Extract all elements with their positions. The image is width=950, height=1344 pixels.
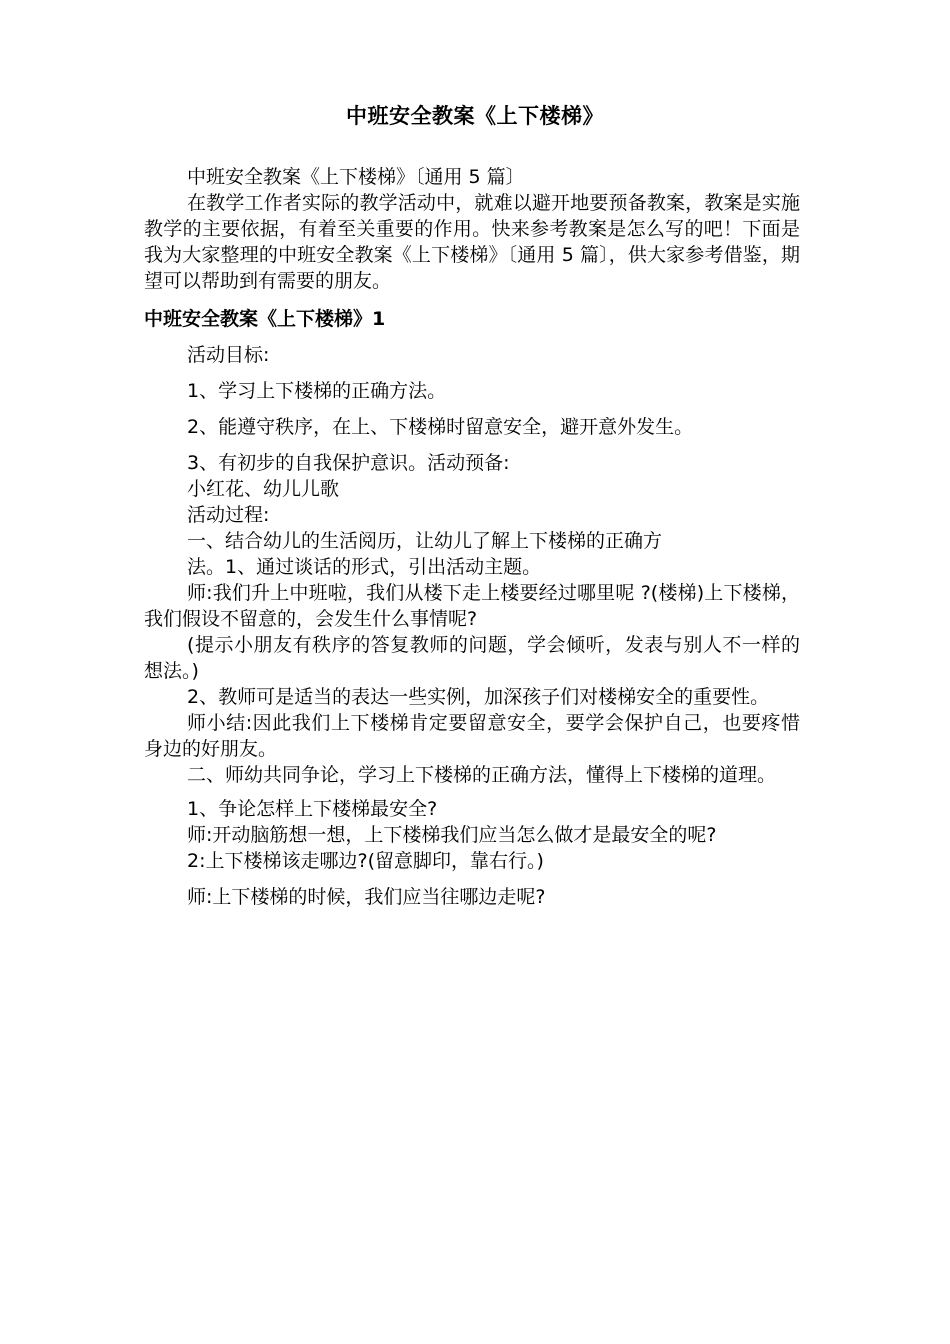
document-body — [144, 164, 800, 910]
paragraph-step-1: 一、结合幼儿的生活阅历，让幼儿了解上下楼梯的正确方 — [187, 530, 663, 552]
paragraph-step-1-1: 法。1、通过谈话的形式，引出活动主题。 — [187, 556, 542, 578]
paragraph-step-2: 二、师幼共同争论，学习上下楼梯的正确方法，懂得上下楼梯的道理。 — [187, 764, 777, 786]
document-subtitle: 中班安全教案《上下楼梯》〔通用 5 篇〕 — [187, 166, 525, 188]
paragraph-materials: 小红花、幼儿儿歌 — [187, 478, 340, 500]
document-title: 中班安全教案《上下楼梯》 — [346, 104, 604, 128]
paragraph-goal-1: 1、学习上下楼梯的正确方法。 — [187, 380, 447, 402]
paragraph-which-side: 2:上下楼梯该走哪边?(留意脚印，靠右行。) — [187, 850, 544, 872]
paragraph-discussion-1: 1、争论怎样上下楼梯最安全? — [187, 798, 438, 820]
paragraph-step-1-2: 2、教师可是适当的表达一些实例，加深孩子们对楼梯安全的重要性。 — [187, 686, 770, 708]
paragraph-summary: 师小结:因此我们上下楼梯肯定要留意安全，要学会保护自己，也要疼惜身边的好朋友。 — [144, 712, 800, 760]
paragraph-process-label: 活动过程: — [187, 504, 270, 526]
intro-paragraph: 在教学工作者实际的教学活动中，就难以避开地要预备教案，教案是实施教学的主要依据，有着至关重要的作用。快来参考教案是怎么写的吧！下面是我为大家整理的中班安全教案《上下楼梯》〔通用 5 篇〕，供大家参考借鉴，期望可以帮助到有需要的朋友。 — [144, 192, 800, 292]
paragraph-goal-3: 3、有初步的自我保护意识。活动预备: — [187, 452, 510, 474]
paragraph-teacher-question: 师:我们升上中班啦，我们从楼下走上楼要经过哪里呢 ?(楼梯)上下楼梯，我们假设不留意的，会发生什么事情呢? — [144, 582, 800, 630]
paragraph-goal-2: 2、能遵守秩序，在上、下楼梯时留意安全，避开意外发生。 — [187, 416, 694, 438]
paragraph-hint: (提示小朋友有秩序的答复教师的问题，学会倾听，发表与别人不一样的想法。) — [144, 634, 800, 682]
paragraph-teacher-direction: 师:上下楼梯的时候，我们应当往哪边走呢? — [187, 886, 546, 908]
paragraph-goals-label: 活动目标: — [187, 344, 270, 366]
paragraph-teacher-think: 师:开动脑筋想一想，上下楼梯我们应当怎么做才是最安全的呢? — [187, 824, 717, 846]
section-heading: 中班安全教案《上下楼梯》1 — [144, 308, 386, 330]
